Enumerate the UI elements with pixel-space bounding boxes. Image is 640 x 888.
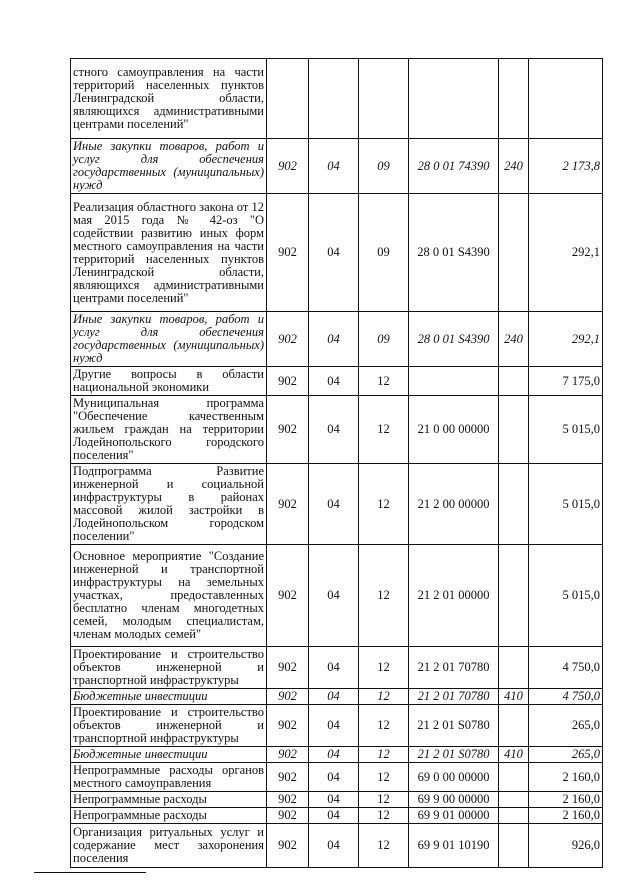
row-section-cell: 04 — [309, 689, 359, 705]
row-section-cell: 04 — [309, 464, 359, 545]
row-amount-cell: 2 160,0 — [529, 808, 603, 824]
row-name-cell: Другие вопросы в области национальной экономики — [71, 367, 267, 396]
row-org-code-cell: 902 — [267, 705, 309, 747]
row-section-cell: 04 — [309, 792, 359, 808]
row-expense-type-cell — [499, 792, 529, 808]
row-subsection-cell: 12 — [359, 689, 409, 705]
row-org-code-cell: 902 — [267, 763, 309, 792]
row-target-code-cell: 69 0 00 00000 — [409, 763, 499, 792]
row-section-cell — [309, 59, 359, 139]
row-section-cell: 04 — [309, 312, 359, 367]
row-section-cell: 04 — [309, 545, 359, 647]
row-org-code-cell: 902 — [267, 464, 309, 545]
row-target-code-cell — [409, 367, 499, 396]
row-expense-type-cell — [499, 763, 529, 792]
table-row — [71, 824, 603, 868]
row-expense-type-cell — [499, 464, 529, 545]
row-target-code-cell: 21 2 00 00000 — [409, 464, 499, 545]
row-amount-cell: 292,1 — [529, 312, 603, 367]
row-expense-type-cell — [499, 59, 529, 139]
row-org-code-cell: 902 — [267, 689, 309, 705]
row-org-code-cell: 902 — [267, 545, 309, 647]
row-name-cell: Подпрограмма Развитие инженерной и социальной инфраструктуры в районах массовой жилой застройки в Лодейнопольском городском поселении" — [71, 464, 267, 545]
row-target-code-cell: 21 2 01 S0780 — [409, 747, 499, 763]
row-subsection-cell: 12 — [359, 367, 409, 396]
row-name-cell: Реализация областного закона от 12 мая 2015 года № 42-оз "О содействии развитию иных форм местного самоуправления на части территорий населенных пунктов Ленинградской области, являющихся административными центрами поселений" — [71, 194, 267, 312]
table-row — [71, 792, 603, 808]
row-name-cell: Иные закупки товаров, работ и услуг для обеспечения государственных (муниципальных) нужд — [71, 312, 267, 367]
row-target-code-cell: 28 0 01 S4390 — [409, 312, 499, 367]
row-amount-cell: 265,0 — [529, 705, 603, 747]
row-subsection-cell: 09 — [359, 139, 409, 194]
row-expense-type-cell — [499, 705, 529, 747]
row-section-cell: 04 — [309, 824, 359, 868]
row-name-cell: Бюджетные инвестиции — [71, 747, 267, 763]
row-target-code-cell: 21 2 01 70780 — [409, 647, 499, 689]
row-subsection-cell: 12 — [359, 792, 409, 808]
row-target-code-cell: 28 0 01 74390 — [409, 139, 499, 194]
row-subsection-cell: 12 — [359, 464, 409, 545]
row-subsection-cell: 12 — [359, 647, 409, 689]
table-row — [71, 312, 603, 367]
row-amount-cell — [529, 59, 603, 139]
row-expense-type-cell — [499, 367, 529, 396]
row-expense-type-cell: 410 — [499, 689, 529, 705]
row-expense-type-cell: 240 — [499, 312, 529, 367]
row-amount-cell: 2 173,8 — [529, 139, 603, 194]
row-section-cell: 04 — [309, 367, 359, 396]
row-subsection-cell: 12 — [359, 808, 409, 824]
row-target-code-cell: 69 9 01 00000 — [409, 808, 499, 824]
row-amount-cell: 265,0 — [529, 747, 603, 763]
row-target-code-cell: 69 9 01 10190 — [409, 824, 499, 868]
table-row — [71, 464, 603, 545]
row-org-code-cell: 902 — [267, 367, 309, 396]
row-expense-type-cell — [499, 824, 529, 868]
row-name-cell: стного самоуправления на части территорий населенных пунктов Ленинградской области, являющихся административными центрами поселений" — [71, 59, 267, 139]
row-target-code-cell: 21 2 01 S0780 — [409, 705, 499, 747]
row-section-cell: 04 — [309, 139, 359, 194]
row-name-cell: Непрограммные расходы органов местного самоуправления — [71, 763, 267, 792]
footnote-rule — [34, 872, 146, 873]
table-row — [71, 689, 603, 705]
row-amount-cell: 292,1 — [529, 194, 603, 312]
row-target-code-cell — [409, 59, 499, 139]
table-row — [71, 139, 603, 194]
row-subsection-cell: 09 — [359, 194, 409, 312]
row-target-code-cell: 21 0 00 00000 — [409, 396, 499, 464]
row-amount-cell: 5 015,0 — [529, 396, 603, 464]
row-amount-cell: 7 175,0 — [529, 367, 603, 396]
table-row — [71, 545, 603, 647]
row-amount-cell: 2 160,0 — [529, 763, 603, 792]
row-org-code-cell: 902 — [267, 792, 309, 808]
row-org-code-cell: 902 — [267, 312, 309, 367]
row-name-cell: Непрограммные расходы — [71, 792, 267, 808]
row-section-cell: 04 — [309, 763, 359, 792]
row-name-cell: Муниципальная программа "Обеспечение качественным жильем граждан на территории Лодейнопольского городского поселения" — [71, 396, 267, 464]
row-org-code-cell: 902 — [267, 139, 309, 194]
table-row — [71, 705, 603, 747]
row-section-cell: 04 — [309, 705, 359, 747]
row-subsection-cell: 12 — [359, 747, 409, 763]
row-target-code-cell: 69 9 00 00000 — [409, 792, 499, 808]
row-org-code-cell: 902 — [267, 647, 309, 689]
row-subsection-cell: 12 — [359, 763, 409, 792]
row-section-cell: 04 — [309, 396, 359, 464]
table-row — [71, 367, 603, 396]
table-row — [71, 808, 603, 824]
row-org-code-cell: 902 — [267, 747, 309, 763]
row-amount-cell: 4 750,0 — [529, 689, 603, 705]
row-expense-type-cell — [499, 396, 529, 464]
row-name-cell: Проектирование и строительство объектов инженерной и транспортной инфраструктуры — [71, 705, 267, 747]
row-section-cell: 04 — [309, 808, 359, 824]
row-subsection-cell: 12 — [359, 824, 409, 868]
row-org-code-cell: 902 — [267, 194, 309, 312]
table-body — [71, 59, 603, 868]
row-amount-cell: 4 750,0 — [529, 647, 603, 689]
row-target-code-cell: 21 2 01 70780 — [409, 689, 499, 705]
row-subsection-cell: 12 — [359, 545, 409, 647]
row-org-code-cell — [267, 59, 309, 139]
row-section-cell: 04 — [309, 194, 359, 312]
row-amount-cell: 5 015,0 — [529, 464, 603, 545]
row-subsection-cell — [359, 59, 409, 139]
row-org-code-cell: 902 — [267, 824, 309, 868]
table-row — [71, 59, 603, 139]
row-amount-cell: 5 015,0 — [529, 545, 603, 647]
row-subsection-cell: 12 — [359, 705, 409, 747]
table-row — [71, 763, 603, 792]
row-org-code-cell: 902 — [267, 808, 309, 824]
row-expense-type-cell — [499, 808, 529, 824]
row-org-code-cell: 902 — [267, 396, 309, 464]
row-target-code-cell: 28 0 01 S4390 — [409, 194, 499, 312]
row-section-cell: 04 — [309, 747, 359, 763]
table-row — [71, 747, 603, 763]
table-row — [71, 647, 603, 689]
row-expense-type-cell — [499, 545, 529, 647]
row-amount-cell: 926,0 — [529, 824, 603, 868]
table-row — [71, 194, 603, 312]
row-name-cell: Бюджетные инвестиции — [71, 689, 267, 705]
row-section-cell: 04 — [309, 647, 359, 689]
row-expense-type-cell: 240 — [499, 139, 529, 194]
row-amount-cell: 2 160,0 — [529, 792, 603, 808]
row-name-cell: Непрограммные расходы — [71, 808, 267, 824]
row-name-cell: Иные закупки товаров, работ и услуг для обеспечения государственных (муниципальных) нужд — [71, 139, 267, 194]
budget-table — [70, 58, 603, 868]
row-subsection-cell: 12 — [359, 396, 409, 464]
row-expense-type-cell — [499, 647, 529, 689]
row-name-cell: Основное мероприятие "Создание инженерной и транспортной инфраструктуры на земельных участках, предоставленных бесплатно членам многодетных семей, молодым специалистам, членам молодых семей" — [71, 545, 267, 647]
table-row — [71, 396, 603, 464]
row-name-cell: Организация ритуальных услуг и содержание мест захоронения поселения — [71, 824, 267, 868]
row-target-code-cell: 21 2 01 00000 — [409, 545, 499, 647]
row-name-cell: Проектирование и строительство объектов инженерной и транспортной инфраструктуры — [71, 647, 267, 689]
row-expense-type-cell: 410 — [499, 747, 529, 763]
row-subsection-cell: 09 — [359, 312, 409, 367]
row-expense-type-cell — [499, 194, 529, 312]
